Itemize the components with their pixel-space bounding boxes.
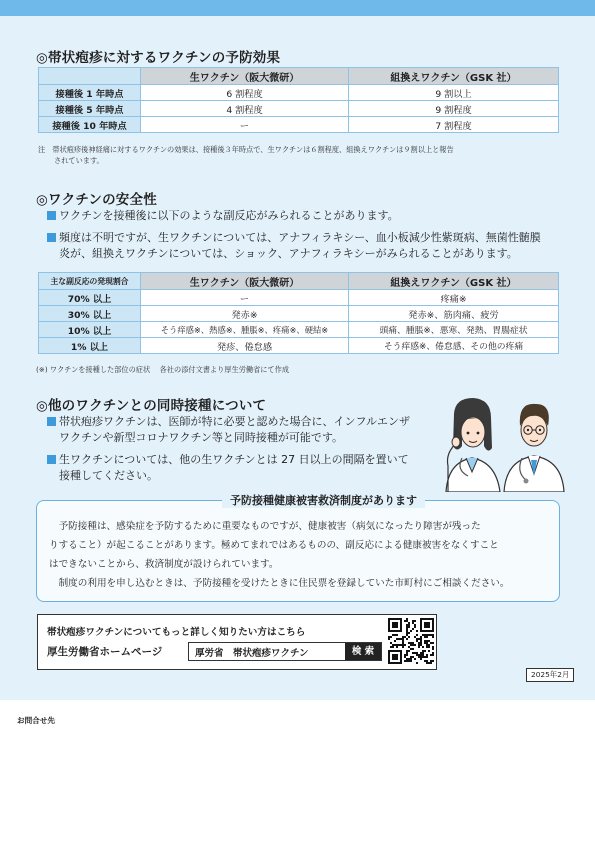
- efficacy-note-line: 注 帯状疱疹後神経痛に対するワクチンの効果は、接種後３年時点で、生ワクチンは６割程度、組換えワクチンは９割以上と報告: [38, 145, 454, 154]
- safety-bullet: [47, 230, 541, 262]
- more-info-text: 帯状疱疹ワクチンについてもっと詳しく知りたい方はこちら: [47, 627, 306, 638]
- search-button[interactable]: 検 索: [345, 643, 381, 660]
- search-box[interactable]: [188, 642, 382, 661]
- table-row: [39, 85, 559, 101]
- table-row: [39, 322, 559, 338]
- qr-code-icon[interactable]: [388, 618, 434, 664]
- table-row: [39, 290, 559, 306]
- row-label: 接種後 5 年時点: [39, 101, 141, 117]
- bullet-square-icon: [47, 233, 56, 242]
- relief-system-box: [36, 494, 560, 602]
- female-doctor-icon: [446, 398, 500, 492]
- table-cell: ー: [141, 290, 349, 306]
- relief-line: 予防接種は、感染症を予防するために重要なものですが、健康被害（病気になったり障害が残った: [49, 521, 481, 532]
- row-label: 1% 以上: [39, 338, 141, 354]
- efficacy-header-blank: [39, 68, 141, 85]
- doctors-illustration: [442, 396, 566, 492]
- table-cell: 発疹、倦怠感: [141, 338, 349, 354]
- efficacy-note-line: されています。: [54, 156, 104, 165]
- row-label: 70% 以上: [39, 290, 141, 306]
- relief-system-title: 予防接種健康被害救済制度があります: [222, 492, 425, 508]
- bullet-text: 生ワクチンについては、他の生ワクチンとは 27 日以上の間隔を置いて: [59, 453, 409, 466]
- co-administration-heading: ◎他のワクチンとの同時接種について: [36, 398, 267, 414]
- mhlw-homepage-label: 厚生労働省ホームページ: [47, 646, 163, 658]
- table-row: [39, 338, 559, 354]
- table-cell: 7 割程度: [349, 117, 559, 133]
- relief-line: 制度の利用を申し込むときは、予防接種を受けたときに住民票を登録していた市町村にご相談ください。: [49, 578, 510, 589]
- bullet-text-continued: ワクチンや新型コロナワクチン等と同時接種が可能です。: [59, 431, 344, 444]
- efficacy-note: [38, 144, 563, 166]
- bullet-square-icon: [47, 211, 56, 220]
- side-effects-table: [38, 272, 559, 354]
- efficacy-header-live: 生ワクチン（阪大微研）: [141, 68, 349, 85]
- bullet-text-continued: 接種してください。: [59, 469, 158, 482]
- side-effects-table-header: [39, 273, 559, 290]
- relief-line: りすること）が起こることがあります。極めてまれではあるものの、副反応による健康被害をなくすこと: [49, 540, 499, 551]
- contact-label: お問合せ先: [17, 716, 55, 725]
- vaccine-efficacy-heading: ◎帯状疱疹に対するワクチンの予防効果: [36, 50, 281, 66]
- side-effects-header-rate: 主な副反応の発現割合: [39, 273, 141, 290]
- search-query: 厚労省 帯状疱疹ワクチン: [195, 648, 309, 659]
- row-label: 接種後 10 年時点: [39, 117, 141, 133]
- table-cell: そう痒感※、熱感※、腫脹※、疼痛※、硬結※: [141, 322, 349, 338]
- table-row: [39, 101, 559, 117]
- more-info-box: [37, 614, 437, 670]
- co-administration-bullet: [47, 414, 410, 446]
- row-label: 30% 以上: [39, 306, 141, 322]
- vaccine-safety-heading: ◎ワクチンの安全性: [36, 192, 157, 208]
- table-cell: 発赤※、筋肉痛、疲労: [349, 306, 559, 322]
- table-cell: 発赤※: [141, 306, 349, 322]
- table-cell: 6 割程度: [141, 85, 349, 101]
- row-label: 接種後 1 年時点: [39, 85, 141, 101]
- table-row: [39, 117, 559, 133]
- table-row: [39, 306, 559, 322]
- table-cell: 疼痛※: [349, 290, 559, 306]
- row-label: 10% 以上: [39, 322, 141, 338]
- bullet-text: ワクチンを接種後に以下のような副反応がみられることがあります。: [59, 209, 399, 222]
- side-effects-footnote: (※) ワクチンを接種した部位の症状 各社の添付文書より厚生労働省にて作成: [36, 365, 290, 374]
- efficacy-header-recombinant: 組換えワクチン（GSK 社）: [349, 68, 559, 85]
- side-effects-header-recombinant: 組換えワクチン（GSK 社）: [349, 273, 559, 290]
- table-cell: ー: [141, 117, 349, 133]
- bullet-text: 頻度は不明ですが、生ワクチンについては、アナフィラキシー、血小板減少性紫斑病、無菌性髄膜: [59, 231, 541, 244]
- male-doctor-icon: [504, 404, 564, 492]
- table-cell: 9 割以上: [349, 85, 559, 101]
- bullet-square-icon: [47, 417, 56, 426]
- safety-bullet: [47, 208, 399, 224]
- side-effects-header-live: 生ワクチン（阪大微研）: [141, 273, 349, 290]
- co-administration-bullet: [47, 452, 409, 484]
- bullet-text-continued: 炎が、組換えワクチンについては、ショック、アナフィラキシーがみられることがあります。: [59, 247, 518, 260]
- table-cell: 9 割程度: [349, 101, 559, 117]
- efficacy-table: [38, 67, 559, 133]
- bullet-square-icon: [47, 455, 56, 464]
- efficacy-table-header: [39, 68, 559, 85]
- top-band: [0, 0, 595, 16]
- relief-line: はできないことから、救済制度が設けられています。: [49, 559, 279, 570]
- publication-date: 2025年2月: [526, 668, 574, 682]
- table-cell: 頭痛、腫脹※、悪寒、発熱、胃腸症状: [349, 322, 559, 338]
- table-cell: 4 割程度: [141, 101, 349, 117]
- relief-system-body: [49, 517, 549, 593]
- bullet-text: 帯状疱疹ワクチンは、医師が特に必要と認めた場合に、インフルエンザ: [59, 415, 411, 428]
- table-cell: そう痒感※、倦怠感、その他の疼痛: [349, 338, 559, 354]
